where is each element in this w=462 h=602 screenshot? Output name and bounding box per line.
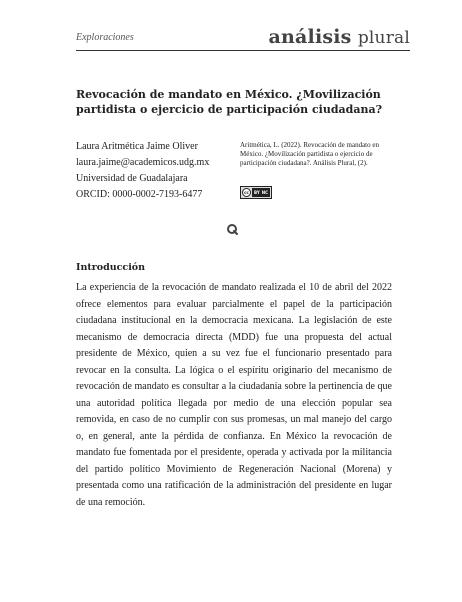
body-text xyxy=(76,280,392,511)
license-label xyxy=(252,188,270,197)
cc-by-nc-icon[interactable] xyxy=(240,186,272,199)
author-affiliation: Universidad de Guadalajara xyxy=(76,173,188,184)
journal-logo xyxy=(268,26,410,48)
author-name: Laura Aritmética Jaime Oliver xyxy=(76,141,198,152)
license-by: BY xyxy=(253,190,260,195)
license-nc: NC xyxy=(261,190,269,195)
journal-logo-word2: plural xyxy=(357,28,410,48)
cc-circle-icon: cc xyxy=(242,188,251,197)
body-paragraph: La experiencia de la revocación de mandato realizada el 10 de abril del 2022 ofrece elementos para evaluar parcialmente el papel de la participación ciudadana institucional en la democracia mexicana. La legislación de este mecanismo de democracia directa (MDD) fue una propuesta del actual presidente de México, quien a su vez fue el funcionario presentado para revocar en la consulta. La lógica o el espíritu originario del mecanismo de revocación de mandato es consultar a la ciudadanía sobre la pertinencia de que una autoridad política llegada por medio de una elección popular sea removida, en caso de no cumplir con sus promesas, un mal manejo del cargo o, en general, ante la pérdida de confianza. En México la revocación de mandato fue fomentada por el presidente, operada y activada por la militancia del partido político Movimiento de Regeneración Nacional (Morena) y presentada como una ratificación de la administración del presidente en lugar de una remoción. xyxy=(76,282,392,508)
author-email[interactable]: laura.jaime@academicos.udg.mx xyxy=(76,157,210,168)
citation-text: Aritmética, L. (2022). Revocación de mandato en México. ¿Movilización partidista o ejercicio de participación ciudadana?. Análisis Plural, (2). xyxy=(240,141,379,167)
section-heading: Introducción xyxy=(76,262,146,273)
author-block xyxy=(76,139,236,203)
author-orcid[interactable]: ORCID: 0000-0002-7193-6477 xyxy=(76,189,203,200)
leaf-ornament-icon xyxy=(226,223,238,235)
section-name: Exploraciones xyxy=(76,32,134,43)
article-title: Revocación de mandato en México. ¿Movilización partidista o ejercicio de participación ciudadana? xyxy=(76,88,383,116)
header-divider xyxy=(76,50,410,51)
journal-logo-word1: análisis xyxy=(268,26,352,48)
